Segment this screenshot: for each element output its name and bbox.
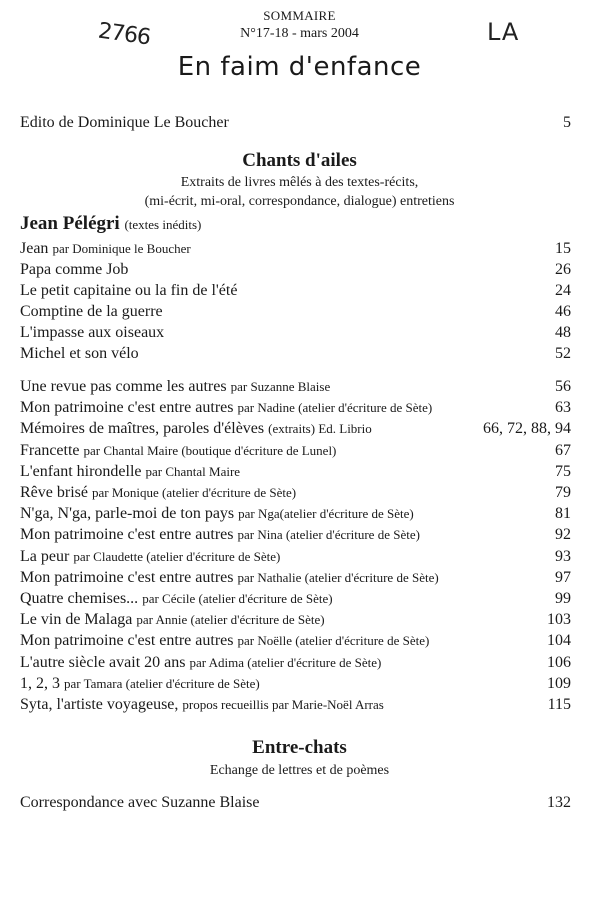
- toc-entry: [20, 567, 571, 588]
- toc-entry-text: [20, 343, 139, 364]
- toc-entry-text: [20, 280, 237, 301]
- toc-entry-page: 48: [555, 324, 571, 341]
- toc-entry-text: [20, 322, 164, 343]
- toc-entry-text: [20, 673, 260, 694]
- toc-entry-author: par Noëlle (atelier d'écriture de Sète): [237, 633, 430, 649]
- toc-entry-author: par Tamara (atelier d'écriture de Sète): [64, 675, 260, 691]
- toc-entry-text: [20, 482, 296, 503]
- section-subtitle-line2: (mi-écrit, mi-oral, correspondance, dialogue) entretiens: [144, 194, 455, 209]
- section-subtitle-line1: Extraits de livres mêlés à des textes-récits,: [180, 175, 419, 190]
- sommaire-label: SOMMAIRE: [263, 8, 336, 23]
- toc-entry-text: [20, 567, 439, 588]
- toc-entry: [20, 652, 571, 673]
- toc-entry-text: [20, 524, 420, 545]
- toc-entry: [20, 609, 571, 630]
- toc-entry-title: Mon patrimoine c'est entre autres: [20, 526, 234, 544]
- issue-theme-title: En faim d'enfance: [177, 52, 422, 82]
- toc-entry-text: [20, 301, 163, 322]
- toc-entry-page: 132: [547, 794, 571, 811]
- toc-entry-title: Michel et son vélo: [20, 345, 139, 362]
- toc-entry: [20, 482, 571, 503]
- author-note: (textes inédits): [124, 217, 202, 232]
- toc-entry-text: [20, 609, 325, 630]
- toc-entry-text: [20, 418, 372, 439]
- toc-entry-title: Mémoires de maîtres, paroles d'élèves: [20, 420, 265, 438]
- toc-entry-title: Le vin de Malaga: [20, 611, 133, 629]
- toc-entry-text: [20, 630, 429, 651]
- toc-entry-title: L'impasse aux oiseaux: [20, 324, 165, 341]
- section-heading-chants: [0, 150, 599, 172]
- toc-entry-title: Mon patrimoine c'est entre autres: [20, 399, 234, 417]
- toc-entry-page: 5: [563, 114, 571, 131]
- toc-entry: [20, 546, 571, 567]
- toc-entry-page: 24: [555, 282, 571, 299]
- toc-entry-author: (extraits) Ed. Librio: [268, 421, 372, 437]
- toc-entry-author: par Adima (atelier d'écriture de Sète): [189, 654, 382, 670]
- toc-entry-page: 104: [547, 632, 571, 650]
- toc-entry-title: La peur: [20, 547, 70, 565]
- toc-entry: [20, 630, 571, 651]
- toc-entry-title: Le petit capitaine ou la fin de l'été: [20, 282, 238, 299]
- toc-entry-edito: [20, 112, 571, 133]
- toc-entry: [20, 503, 571, 524]
- toc-entry: [20, 673, 571, 694]
- toc-entry-title: Une revue pas comme les autres: [20, 378, 227, 395]
- section-title: Chants d'ailes: [242, 150, 357, 171]
- toc-entry-page: 67: [555, 441, 571, 459]
- toc-entry-author: par Nathalie (atelier d'écriture de Sète): [237, 569, 439, 585]
- toc-entry-title: Mon patrimoine c'est entre autres: [20, 568, 234, 586]
- toc-entry-author: par Nga(atelier d'écriture de Sète): [238, 506, 414, 522]
- issue-number: N°17-18 - mars 2004: [240, 26, 359, 41]
- handwritten-number-note: 2766: [96, 18, 152, 51]
- toc-entry-page: 97: [555, 568, 571, 586]
- toc-entry-title: L'enfant hirondelle: [20, 462, 142, 480]
- toc-entry-author: propos recueillis par Marie-Noël Arras: [182, 697, 384, 712]
- toc-entry-author: par Nadine (atelier d'écriture de Sète): [237, 400, 433, 416]
- toc-entry-page: 115: [547, 696, 571, 713]
- toc-entry: [20, 238, 571, 259]
- toc-entry-title: N'ga, N'ga, parle-moi de ton pays: [20, 505, 235, 523]
- toc-entry-title: Correspondance avec Suzanne Blaise: [20, 794, 260, 811]
- toc-entry-title: Comptine de la guerre: [20, 303, 163, 320]
- toc-entry: [20, 588, 571, 609]
- toc-entry-author: par Chantal Maire: [145, 463, 241, 479]
- toc-entry: [20, 524, 571, 545]
- toc-entry: [20, 397, 571, 418]
- handwritten-initials-note: LA: [487, 18, 520, 46]
- toc-entry-text: [20, 792, 259, 813]
- toc-entry-page: 92: [555, 526, 571, 544]
- toc-entry-text: [20, 440, 336, 461]
- toc-entry-page: 109: [547, 674, 571, 692]
- toc-entry-author: par Chantal Maire (boutique d'écriture de Lunel): [83, 442, 337, 458]
- section-subtitle: Echange de lettres et de poèmes: [209, 763, 390, 778]
- toc-entry: [20, 322, 571, 343]
- toc-entry-page: 52: [555, 345, 571, 362]
- section-heading-entre-chats: [0, 737, 599, 759]
- toc-entry-page: 99: [555, 590, 571, 607]
- toc-entry-page: 103: [547, 611, 571, 629]
- toc-entry-author: par Dominique le Boucher: [52, 241, 191, 256]
- toc-entry-title: 1, 2, 3: [20, 674, 60, 692]
- toc-entry-page: 79: [555, 484, 571, 501]
- toc-entry-text: [20, 259, 128, 280]
- toc-entry: [20, 376, 571, 397]
- toc-entry-text: [20, 461, 240, 482]
- author-name: Jean Pélégri: [20, 213, 120, 234]
- toc-entry: [20, 343, 571, 364]
- toc-entry-author: par Claudette (atelier d'écriture de Sète): [73, 548, 281, 564]
- toc-entry-text: [20, 588, 333, 609]
- toc-entry-author: par Suzanne Blaise: [230, 379, 331, 394]
- toc-entry-author: par Cécile (atelier d'écriture de Sète): [142, 591, 333, 606]
- toc-entry-author: par Monique (atelier d'écriture de Sète): [91, 485, 297, 500]
- toc-entry-title: Jean: [20, 240, 49, 257]
- toc-entry-text: [20, 503, 414, 524]
- toc-entry-title: Francette: [20, 441, 80, 459]
- toc-entry-page: 26: [555, 261, 571, 278]
- toc-entry-title: Syta, l'artiste voyageuse,: [20, 696, 179, 713]
- toc-entry-author: par Annie (atelier d'écriture de Sète): [136, 612, 325, 628]
- toc-entry-title: Papa comme Job: [20, 261, 129, 278]
- toc-entry-text: [20, 376, 330, 397]
- toc-entry-text: [20, 694, 384, 715]
- toc-entry: [20, 440, 571, 461]
- toc-entry-page: 46: [555, 303, 571, 320]
- toc-entry: [20, 301, 571, 322]
- toc-entry: [20, 461, 571, 482]
- toc-entry-page: 106: [547, 653, 571, 671]
- toc-entry: [20, 694, 571, 715]
- toc-entry-text: [20, 238, 191, 259]
- toc-entry-page: 15: [555, 240, 571, 257]
- toc-entry-page: 56: [555, 378, 571, 395]
- toc-entry-page: 75: [555, 462, 571, 480]
- toc-entry-page: 81: [555, 505, 571, 523]
- toc-entry-title: L'autre siècle avait 20 ans: [20, 653, 186, 671]
- toc-entry-title: Edito de Dominique Le Boucher: [20, 114, 229, 131]
- toc-entry: [20, 280, 571, 301]
- toc-entry-page: 66, 72, 88, 94: [483, 420, 571, 438]
- toc-entry-title: Quatre chemises...: [20, 590, 139, 607]
- toc-entry-title: Mon patrimoine c'est entre autres: [20, 632, 234, 650]
- toc-entry-title: Rêve brisé: [20, 484, 88, 501]
- toc-entry-text: [20, 397, 432, 418]
- toc-entry-author: par Nina (atelier d'écriture de Sète): [237, 527, 420, 543]
- toc-entry: [20, 792, 571, 813]
- section-title: Entre-chats: [252, 737, 347, 758]
- toc-entry-page: 93: [555, 547, 571, 565]
- author-heading: [20, 213, 201, 235]
- toc-entry: [20, 259, 571, 280]
- toc-entry-text: [20, 652, 381, 673]
- toc-entry-text: [20, 546, 280, 567]
- toc-entry-page: 63: [555, 399, 571, 417]
- toc-entry: [20, 418, 571, 439]
